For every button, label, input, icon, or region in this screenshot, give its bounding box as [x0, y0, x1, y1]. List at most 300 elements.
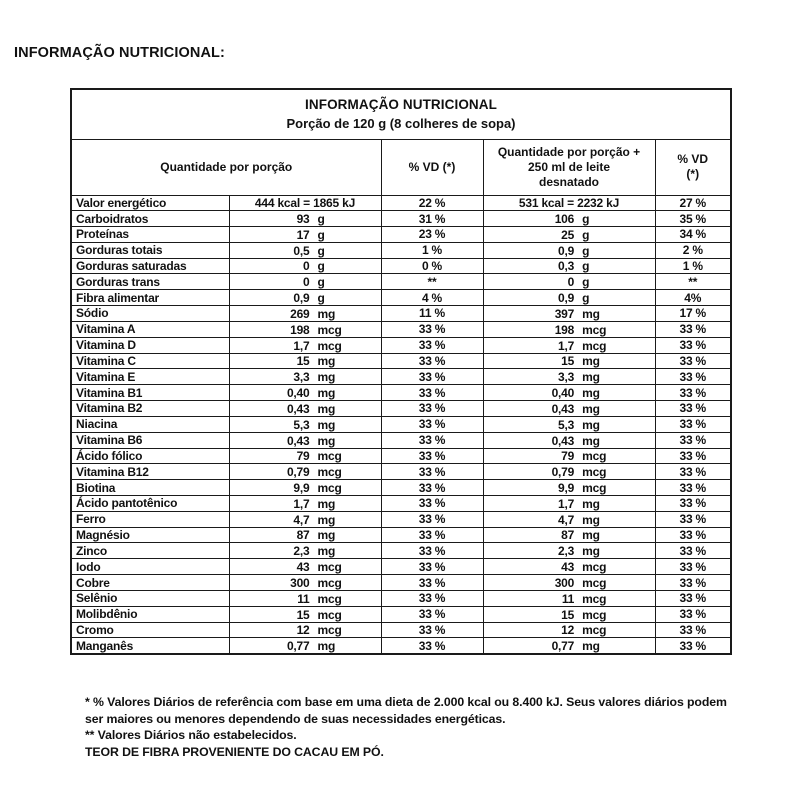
nutrient-row [71, 337, 731, 353]
cell-quantity-unit: mg [317, 401, 336, 416]
cell-quantity-with-milk-unit: mg [582, 544, 600, 559]
cell-quantity-with-milk-unit: mg [582, 433, 600, 448]
cell-quantity-with-milk-unit: g [582, 259, 590, 274]
cell-nutrient-name: Niacina [71, 416, 229, 432]
nutrient-row [71, 195, 731, 211]
cell-daily-value: ** [381, 274, 483, 290]
cell-quantity-with-milk-value: 0 [567, 275, 575, 290]
cell-quantity-value: 0 [303, 275, 310, 290]
cell-nutrient-name: Vitamina E [71, 369, 229, 385]
cell-quantity-with-milk [483, 211, 655, 227]
cell-quantity-with-milk-unit: mg [582, 639, 600, 654]
cell-quantity-value: 5,3 [293, 417, 310, 432]
cell-quantity: 444 kcal = 1865 kJ [229, 195, 381, 211]
cell-daily-value-milk: 33 % [655, 401, 731, 417]
cell-quantity-with-milk-value: 11 [561, 591, 575, 606]
cell-quantity-with-milk-unit: mcg [582, 481, 607, 495]
cell-nutrient-name: Gorduras saturadas [71, 258, 229, 274]
cell-quantity [229, 416, 381, 432]
cell-daily-value: 33 % [381, 527, 483, 543]
nutrient-row [71, 480, 731, 496]
cell-quantity-unit: mg [317, 512, 336, 527]
cell-quantity-unit: mg [317, 433, 336, 448]
cell-quantity-with-milk [483, 385, 655, 401]
cell-quantity-value: 17 [296, 227, 310, 242]
cell-nutrient-name: Manganês [71, 638, 229, 654]
cell-quantity-with-milk-unit: mcg [582, 623, 607, 638]
cell-quantity-with-milk-value: 397 [554, 306, 575, 321]
cell-nutrient-name: Molibdênio [71, 606, 229, 622]
cell-quantity-with-milk-unit: g [582, 227, 590, 242]
nutrition-table [70, 88, 732, 655]
nutrient-row [71, 464, 731, 480]
cell-quantity-with-milk: 531 kcal = 2232 kJ [483, 195, 655, 211]
cell-nutrient-name: Ferro [71, 511, 229, 527]
cell-quantity-with-milk-unit: mg [582, 496, 600, 511]
cell-quantity-with-milk [483, 369, 655, 385]
cell-quantity-value: 43 [296, 560, 310, 575]
nutrient-row [71, 590, 731, 606]
cell-quantity-with-milk-value: 2,3 [558, 544, 575, 559]
cell-quantity-with-milk [483, 464, 655, 480]
cell-daily-value: 22 % [381, 195, 483, 211]
cell-quantity-value: 0,43 [286, 401, 310, 416]
cell-quantity [229, 464, 381, 480]
cell-quantity-value: 11 [297, 591, 310, 606]
nutrient-row [71, 543, 731, 559]
cell-quantity-with-milk-value: 1,7 [558, 496, 575, 511]
nutrient-row [71, 416, 731, 432]
cell-quantity [229, 274, 381, 290]
cell-quantity-with-milk-value: 0,40 [551, 386, 575, 401]
cell-quantity-value: 15 [296, 354, 310, 369]
cell-daily-value-milk: 1 % [655, 258, 731, 274]
nutrient-row [71, 496, 731, 512]
cell-nutrient-name: Ácido fólico [71, 448, 229, 464]
cell-daily-value-milk: 33 % [655, 416, 731, 432]
cell-daily-value-milk: 35 % [655, 211, 731, 227]
cell-quantity-with-milk-value: 4,7 [558, 512, 575, 527]
nutrient-row [71, 242, 731, 258]
cell-quantity-with-milk-value: 87 [561, 528, 575, 543]
cell-quantity-with-milk [483, 353, 655, 369]
cell-quantity-unit: mg [317, 354, 336, 369]
cell-daily-value-milk: 33 % [655, 321, 731, 337]
cell-quantity-with-milk-value: 198 [554, 322, 575, 337]
cell-quantity [229, 590, 381, 606]
table-title-cell [71, 89, 731, 139]
cell-quantity-with-milk-value: 106 [554, 211, 575, 226]
cell-daily-value: 33 % [381, 432, 483, 448]
cell-quantity-value: 0,77 [286, 639, 310, 654]
cell-quantity [229, 290, 381, 306]
cell-nutrient-name: Proteínas [71, 226, 229, 242]
cell-quantity-value: 0,5 [293, 243, 310, 258]
cell-daily-value: 33 % [381, 385, 483, 401]
cell-quantity-unit: mcg [317, 591, 342, 606]
cell-quantity [229, 559, 381, 575]
cell-quantity [229, 321, 381, 337]
cell-nutrient-name: Vitamina B12 [71, 464, 229, 480]
cell-quantity-unit: g [317, 259, 325, 274]
cell-quantity-value: 87 [296, 528, 310, 543]
cell-nutrient-name: Iodo [71, 559, 229, 575]
cell-daily-value-milk: 33 % [655, 480, 731, 496]
nutrient-row [71, 258, 731, 274]
cell-quantity-with-milk-value: 300 [554, 575, 575, 590]
cell-quantity [229, 306, 381, 322]
nutrient-row [71, 448, 731, 464]
cell-nutrient-name: Gorduras totais [71, 242, 229, 258]
cell-quantity-with-milk [483, 226, 655, 242]
nutrient-row [71, 432, 731, 448]
cell-quantity [229, 480, 381, 496]
cell-quantity-value: 15 [296, 607, 310, 622]
nutrient-row [71, 559, 731, 575]
cell-quantity-with-milk [483, 590, 655, 606]
cell-nutrient-name: Magnésio [71, 527, 229, 543]
cell-daily-value: 33 % [381, 337, 483, 353]
cell-nutrient-name: Vitamina D [71, 337, 229, 353]
cell-quantity-unit: mg [317, 544, 336, 559]
cell-quantity [229, 385, 381, 401]
cell-nutrient-name: Sódio [71, 306, 229, 322]
nutrient-row [71, 511, 731, 527]
cell-quantity-value: 0,43 [286, 433, 310, 448]
nutrient-row [71, 575, 731, 591]
cell-quantity-value: 2,3 [293, 544, 310, 559]
cell-quantity [229, 496, 381, 512]
cell-quantity [229, 353, 381, 369]
cell-quantity-unit: mcg [317, 338, 342, 353]
cell-nutrient-name: Selênio [71, 590, 229, 606]
table-header-row [71, 139, 731, 195]
cell-quantity-with-milk-unit: mg [582, 528, 600, 543]
cell-daily-value-milk: 33 % [655, 464, 731, 480]
cell-quantity-with-milk-value: 15 [561, 354, 575, 369]
cell-quantity-unit: mg [317, 496, 336, 511]
cell-quantity-with-milk [483, 559, 655, 575]
cell-daily-value-milk: 33 % [655, 606, 731, 622]
col-header-daily-value: % VD (*) [381, 139, 483, 195]
cell-quantity-with-milk [483, 527, 655, 543]
cell-quantity-with-milk-value: 0,77 [551, 639, 575, 654]
cell-daily-value: 33 % [381, 638, 483, 654]
cell-quantity-with-milk-value: 0,9 [558, 243, 575, 258]
cell-daily-value: 0 % [381, 258, 483, 274]
table-title: INFORMAÇÃO NUTRICIONAL [305, 97, 497, 113]
cell-quantity-with-milk [483, 543, 655, 559]
col-header-quantity-with-milk: Quantidade por porção + 250 ml de leite desnatado [483, 139, 655, 195]
cell-quantity-with-milk-unit: mg [582, 512, 600, 527]
cell-daily-value: 33 % [381, 606, 483, 622]
cell-quantity [229, 575, 381, 591]
cell-quantity [229, 527, 381, 543]
cell-daily-value-milk: 33 % [655, 575, 731, 591]
cell-quantity-unit: mcg [317, 322, 342, 337]
cell-quantity-with-milk [483, 511, 655, 527]
cell-daily-value: 33 % [381, 416, 483, 432]
cell-quantity-value: 12 [296, 623, 310, 638]
cell-daily-value-milk: 33 % [655, 448, 731, 464]
cell-daily-value-milk: 33 % [655, 353, 731, 369]
cell-quantity-with-milk-value: 15 [561, 607, 575, 622]
cell-quantity-value: 1,7 [293, 338, 310, 353]
cell-nutrient-name: Vitamina C [71, 353, 229, 369]
cell-quantity-with-milk-unit: mg [582, 386, 600, 401]
table-title-row [71, 89, 731, 139]
cell-quantity-value: 9,9 [293, 481, 310, 495]
cell-quantity-value: 93 [296, 211, 310, 226]
cell-quantity-with-milk-unit: mg [582, 306, 600, 321]
cell-quantity [229, 432, 381, 448]
cell-daily-value: 33 % [381, 511, 483, 527]
cell-quantity-unit: mg [317, 639, 336, 654]
cell-quantity-with-milk-unit: mcg [582, 338, 607, 353]
cell-quantity-unit: mg [317, 370, 336, 385]
cell-quantity-with-milk-unit: g [582, 243, 590, 258]
cell-quantity-with-milk-value: 1,7 [558, 338, 575, 353]
cell-nutrient-name: Biotina [71, 480, 229, 496]
cell-daily-value: 33 % [381, 590, 483, 606]
cell-quantity-with-milk-unit: mcg [582, 607, 607, 622]
cell-daily-value: 23 % [381, 226, 483, 242]
nutrient-row [71, 527, 731, 543]
cell-quantity-with-milk-unit: mcg [582, 591, 607, 606]
cell-quantity-with-milk [483, 575, 655, 591]
cell-quantity-with-milk-unit: mcg [582, 560, 607, 575]
cell-daily-value: 33 % [381, 622, 483, 638]
footnote-fiber-source: TEOR DE FIBRA PROVENIENTE DO CACAU EM PÓ. [85, 744, 384, 759]
page-heading: INFORMAÇÃO NUTRICIONAL: [14, 45, 225, 61]
cell-quantity-unit: mg [317, 417, 336, 432]
cell-quantity-with-milk-value: 12 [561, 623, 575, 638]
cell-nutrient-name: Ácido pantotênico [71, 496, 229, 512]
cell-nutrient-name: Gorduras trans [71, 274, 229, 290]
cell-quantity-with-milk [483, 448, 655, 464]
cell-daily-value-milk: 4% [655, 290, 731, 306]
cell-quantity-unit: g [317, 275, 325, 290]
cell-quantity [229, 401, 381, 417]
cell-daily-value-milk: 34 % [655, 226, 731, 242]
cell-quantity-value: 0,40 [286, 386, 310, 401]
cell-quantity-unit: g [317, 291, 325, 306]
cell-daily-value-milk: 33 % [655, 622, 731, 638]
cell-daily-value: 33 % [381, 448, 483, 464]
cell-daily-value-milk: 33 % [655, 496, 731, 512]
cell-quantity-with-milk-value: 0,9 [558, 291, 575, 306]
nutrient-row [71, 226, 731, 242]
cell-quantity-value: 0,79 [286, 465, 310, 480]
cell-daily-value: 11 % [381, 306, 483, 322]
cell-quantity-with-milk [483, 416, 655, 432]
nutrient-row [71, 306, 731, 322]
cell-quantity [229, 258, 381, 274]
cell-quantity-with-milk-unit: mcg [582, 322, 607, 337]
cell-quantity-with-milk-unit: g [582, 211, 590, 226]
cell-daily-value: 4 % [381, 290, 483, 306]
cell-daily-value-milk: 33 % [655, 385, 731, 401]
cell-quantity-value: 0 [303, 259, 310, 274]
cell-quantity-unit: mcg [317, 560, 342, 575]
cell-quantity-with-milk-value: 79 [561, 449, 575, 464]
nutrition-rows [71, 195, 731, 654]
cell-daily-value: 33 % [381, 464, 483, 480]
cell-quantity-with-milk [483, 638, 655, 654]
nutrient-row [71, 622, 731, 638]
cell-nutrient-name: Vitamina B1 [71, 385, 229, 401]
cell-daily-value-milk: 33 % [655, 369, 731, 385]
cell-quantity-with-milk-value: 25 [561, 227, 575, 242]
cell-quantity-unit: mcg [317, 623, 342, 638]
cell-nutrient-name: Vitamina B6 [71, 432, 229, 448]
cell-quantity-with-milk-value: 5,3 [558, 417, 575, 432]
footnotes [85, 694, 735, 760]
cell-nutrient-name: Cromo [71, 622, 229, 638]
cell-daily-value: 1 % [381, 242, 483, 258]
cell-quantity-with-milk-value: 43 [561, 560, 575, 575]
cell-quantity-unit: g [317, 211, 325, 226]
nutrient-row [71, 211, 731, 227]
cell-quantity-with-milk [483, 306, 655, 322]
cell-quantity-with-milk [483, 290, 655, 306]
cell-quantity-unit: mcg [317, 481, 342, 495]
cell-daily-value: 33 % [381, 353, 483, 369]
cell-quantity-value: 4,7 [293, 512, 310, 527]
cell-nutrient-name: Cobre [71, 575, 229, 591]
cell-quantity-with-milk [483, 274, 655, 290]
cell-daily-value: 33 % [381, 401, 483, 417]
cell-quantity-with-milk [483, 258, 655, 274]
cell-quantity [229, 543, 381, 559]
cell-quantity-with-milk-value: 0,43 [551, 433, 575, 448]
cell-quantity-with-milk-value: 9,9 [558, 481, 575, 495]
cell-daily-value: 33 % [381, 543, 483, 559]
nutrient-row [71, 274, 731, 290]
cell-quantity [229, 448, 381, 464]
nutrient-row [71, 353, 731, 369]
cell-quantity-unit: g [317, 243, 325, 258]
cell-quantity-with-milk-unit: mg [582, 370, 600, 385]
cell-quantity [229, 606, 381, 622]
cell-daily-value-milk: 33 % [655, 527, 731, 543]
cell-quantity-unit: mcg [317, 465, 342, 480]
cell-quantity-with-milk-unit: mcg [582, 449, 607, 464]
cell-daily-value-milk: 33 % [655, 543, 731, 559]
cell-quantity-unit: mg [317, 528, 336, 543]
cell-quantity-with-milk-unit: g [582, 291, 590, 306]
cell-quantity-unit: mg [317, 386, 336, 401]
cell-nutrient-name: Carboidratos [71, 211, 229, 227]
nutrient-row [71, 321, 731, 337]
cell-quantity-with-milk-value: 0,3 [558, 259, 575, 274]
nutrient-row [71, 385, 731, 401]
cell-daily-value: 33 % [381, 369, 483, 385]
cell-nutrient-name: Vitamina B2 [71, 401, 229, 417]
col-header-quantity-per-serving: Quantidade por porção [71, 139, 381, 195]
cell-quantity-with-milk-unit: mcg [582, 465, 607, 480]
cell-quantity-unit: mcg [317, 607, 342, 622]
cell-quantity-value: 300 [290, 575, 310, 590]
cell-daily-value-milk: 33 % [655, 638, 731, 654]
cell-quantity [229, 242, 381, 258]
nutrient-row [71, 638, 731, 654]
cell-quantity-value: 3,3 [293, 370, 310, 385]
cell-quantity-with-milk-unit: mcg [582, 575, 607, 590]
table-subtitle: Porção de 120 g (8 colheres de sopa) [286, 116, 516, 132]
cell-quantity-with-milk [483, 432, 655, 448]
cell-quantity-with-milk [483, 480, 655, 496]
cell-daily-value: 33 % [381, 575, 483, 591]
cell-daily-value-milk: ** [655, 274, 731, 290]
cell-daily-value-milk: 27 % [655, 195, 731, 211]
cell-quantity-value: 269 [290, 306, 310, 321]
cell-quantity-unit: mg [317, 306, 336, 321]
cell-quantity [229, 211, 381, 227]
cell-quantity-with-milk-value: 0,79 [551, 465, 575, 480]
nutrient-row [71, 401, 731, 417]
cell-daily-value-milk: 2 % [655, 242, 731, 258]
cell-daily-value-milk: 17 % [655, 306, 731, 322]
cell-quantity-value: 0,9 [293, 291, 310, 306]
cell-quantity-unit: mcg [317, 449, 342, 464]
cell-quantity-with-milk [483, 242, 655, 258]
footnote-not-established: ** Valores Diários não estabelecidos. [85, 728, 297, 742]
cell-daily-value: 31 % [381, 211, 483, 227]
cell-quantity-with-milk-unit: g [582, 275, 590, 290]
cell-daily-value: 33 % [381, 559, 483, 575]
cell-quantity-value: 79 [296, 449, 310, 464]
cell-quantity-with-milk [483, 401, 655, 417]
cell-quantity-with-milk [483, 622, 655, 638]
nutrient-row [71, 606, 731, 622]
cell-daily-value-milk: 33 % [655, 337, 731, 353]
col-header-daily-value-milk: % VD (*) [655, 139, 731, 195]
cell-daily-value: 33 % [381, 321, 483, 337]
cell-quantity-with-milk-unit: mg [582, 354, 600, 369]
cell-nutrient-name: Valor energético [71, 195, 229, 211]
cell-quantity-with-milk [483, 496, 655, 512]
nutrient-row [71, 290, 731, 306]
cell-quantity-with-milk [483, 337, 655, 353]
cell-quantity [229, 638, 381, 654]
cell-quantity-value: 1,7 [293, 496, 310, 511]
footnote-daily-values-reference: * % Valores Diários de referência com base em uma dieta de 2.000 kcal ou 8.400 kJ. Seus valores diários podem ser maiores ou menores dependendo de suas necessidades energéticas. [85, 695, 727, 726]
cell-quantity [229, 226, 381, 242]
nutrient-row [71, 369, 731, 385]
cell-quantity-unit: g [317, 227, 325, 242]
cell-quantity-with-milk-unit: mg [582, 417, 600, 432]
cell-quantity [229, 369, 381, 385]
cell-quantity-with-milk-value: 3,3 [558, 370, 575, 385]
cell-daily-value: 33 % [381, 480, 483, 496]
cell-quantity-with-milk-value: 0,43 [551, 401, 575, 416]
cell-quantity-with-milk [483, 606, 655, 622]
cell-quantity [229, 622, 381, 638]
cell-nutrient-name: Zinco [71, 543, 229, 559]
cell-daily-value-milk: 33 % [655, 511, 731, 527]
cell-quantity-value: 198 [290, 322, 310, 337]
cell-quantity-unit: mcg [317, 575, 342, 590]
cell-quantity-with-milk [483, 321, 655, 337]
cell-nutrient-name: Fibra alimentar [71, 290, 229, 306]
cell-nutrient-name: Vitamina A [71, 321, 229, 337]
cell-quantity-with-milk-unit: mg [582, 401, 600, 416]
cell-daily-value-milk: 33 % [655, 432, 731, 448]
cell-quantity [229, 337, 381, 353]
cell-daily-value-milk: 33 % [655, 590, 731, 606]
cell-daily-value: 33 % [381, 496, 483, 512]
